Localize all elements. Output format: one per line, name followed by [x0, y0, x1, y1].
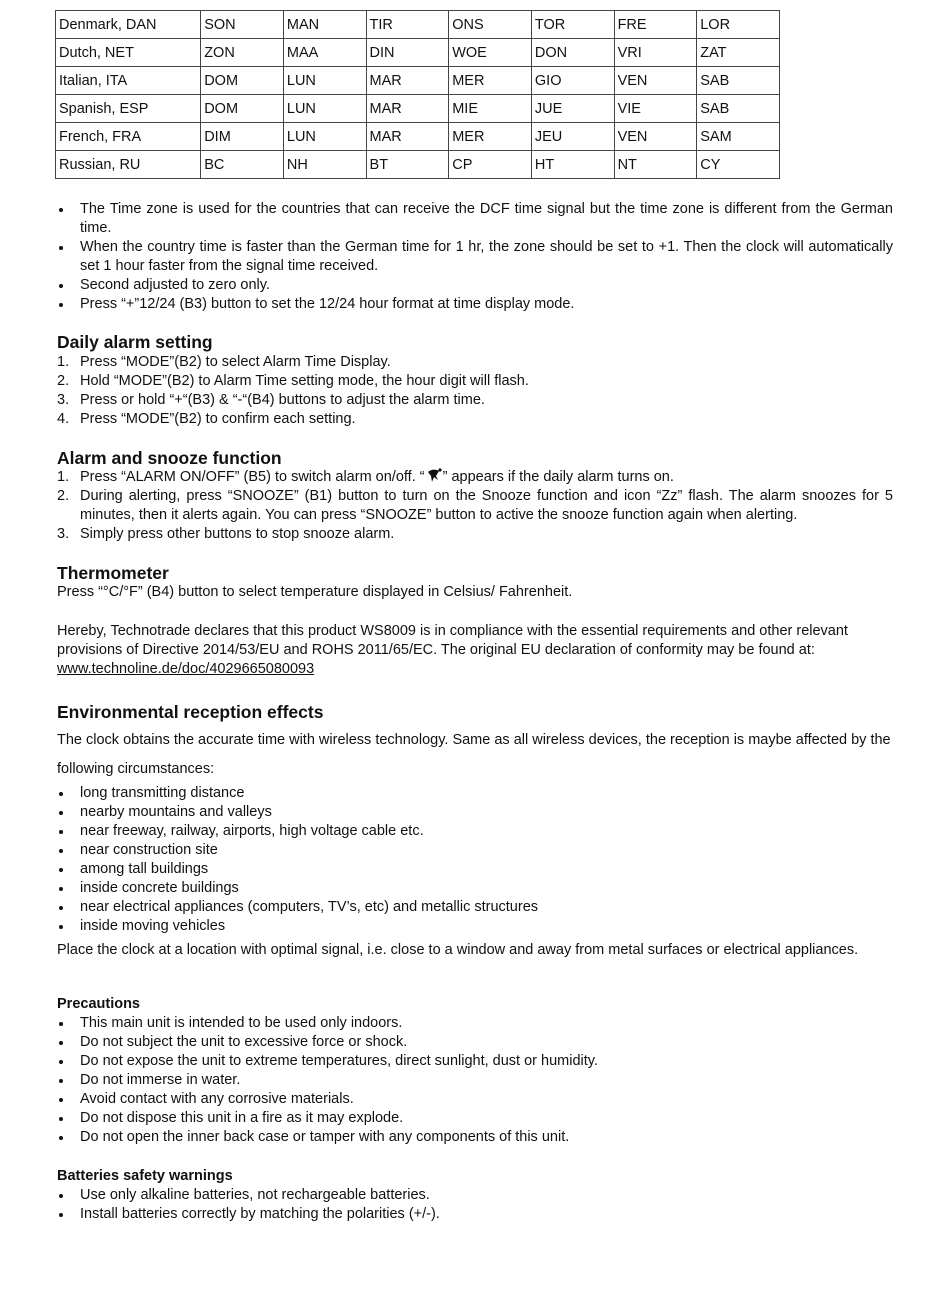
weekday-cell: MAR — [366, 67, 449, 95]
weekday-cell: MAA — [283, 39, 366, 67]
precautions-list — [57, 1014, 893, 1147]
language-cell: Russian, RU — [56, 151, 201, 179]
declaration-link[interactable]: www.technoline.de/doc/4029665080093 — [57, 661, 315, 677]
language-cell: Italian, ITA — [56, 67, 201, 95]
step-text: ” appears if the daily alarm turns on. — [442, 469, 674, 485]
weekday-cell: DON — [531, 39, 614, 67]
language-cell: Spanish, ESP — [56, 95, 201, 123]
batteries-list — [57, 1186, 893, 1224]
declaration-link-line — [57, 660, 893, 679]
weekday-cell: DOM — [201, 67, 284, 95]
weekday-cell: JEU — [531, 123, 614, 151]
weekday-cell: MAR — [366, 95, 449, 123]
weekday-cell: NH — [283, 151, 366, 179]
weekday-cell: DIM — [201, 123, 284, 151]
reception-intro-line-2: following circumstances: — [57, 761, 215, 777]
weekday-cell: CP — [449, 151, 532, 179]
list-item: long transmitting distance — [57, 784, 893, 803]
step-text: Press “MODE”(B2) to confirm each setting. — [80, 411, 356, 427]
weekday-cell: SON — [201, 11, 284, 39]
list-item: Do not expose the unit to extreme temperatures, direct sunlight, dust or humidity. — [57, 1052, 893, 1071]
list-item: near electrical appliances (computers, TV’s, etc) and metallic structures — [57, 898, 893, 917]
weekday-cell: ZAT — [697, 39, 780, 67]
weekday-cell: ONS — [449, 11, 532, 39]
table-row — [56, 151, 780, 179]
language-cell: Denmark, DAN — [56, 11, 201, 39]
list-item: Do not immerse in water. — [57, 1071, 893, 1090]
reception-outro: Place the clock at a location with optimal signal, i.e. close to a window and away from metal surfaces or electrical appliances. — [57, 942, 859, 958]
step-text: Hold “MODE”(B2) to Alarm Time setting mode, the hour digit will flash. — [80, 373, 529, 389]
alarm-snooze-steps — [57, 468, 893, 544]
daily-alarm-heading: Daily alarm setting — [57, 332, 213, 352]
thermometer-text: Press “°C/°F” (B4) button to select temperature displayed in Celsius/ Fahrenheit. — [57, 584, 573, 600]
reception-circumstances-list — [57, 784, 893, 936]
list-item: 2. Hold “MODE”(B2) to Alarm Time setting mode, the hour digit will flash. — [57, 373, 529, 389]
weekday-cell: LUN — [283, 95, 366, 123]
weekday-cell: MAR — [366, 123, 449, 151]
precautions-heading: Precautions — [57, 996, 140, 1012]
list-item: nearby mountains and valleys — [57, 803, 893, 822]
list-item: When the country time is faster than the German time for 1 hr, the zone should be set to +1. Then the clock will automatically set 1 hour faster from the signal time received. — [57, 238, 893, 276]
table-row — [56, 123, 780, 151]
weekday-cell: VIE — [614, 95, 697, 123]
weekday-cell: WOE — [449, 39, 532, 67]
table-row — [56, 11, 780, 39]
list-item: near freeway, railway, airports, high voltage cable etc. — [57, 822, 893, 841]
list-item: inside concrete buildings — [57, 879, 893, 898]
list-item: Do not dispose this unit in a fire as it may explode. — [57, 1109, 893, 1128]
weekday-cell: GIO — [531, 67, 614, 95]
reception-heading: Environmental reception effects — [57, 702, 324, 722]
weekday-language-table — [55, 10, 780, 179]
declaration-text: Hereby, Technotrade declares that this product WS8009 is in compliance with the essential requirements and other relevant provisions of Directive 2014/53/EU and ROHS 2011/65/EC. The original EU declaration of conformity may be found at: — [57, 623, 848, 658]
weekday-cell: HT — [531, 151, 614, 179]
list-item: Do not subject the unit to excessive force or shock. — [57, 1033, 893, 1052]
table-row — [56, 95, 780, 123]
list-item: near construction site — [57, 841, 893, 860]
thermometer-heading: Thermometer — [57, 563, 169, 583]
list-item: 1. Press “MODE”(B2) to select Alarm Time Display. — [57, 354, 391, 370]
step-text: During alerting, press “SNOOZE” (B1) button to turn on the Snooze function and icon “Zz” flash. The alarm snoozes for 5 minutes, then it alerts again. You can press “SNOOZE” button to active the snooze function again when alerting. — [80, 488, 893, 523]
list-item: 3. Simply press other buttons to stop snooze alarm. — [57, 526, 395, 542]
weekday-cell: BC — [201, 151, 284, 179]
list-item: among tall buildings — [57, 860, 893, 879]
weekday-cell: TOR — [531, 11, 614, 39]
weekday-cell: MIE — [449, 95, 532, 123]
step-text: Press or hold “+“(B3) & “-“(B4) buttons to adjust the alarm time. — [80, 392, 485, 408]
timezone-notes-list — [57, 200, 893, 314]
reception-intro-line-1: The clock obtains the accurate time with wireless technology. Same as all wireless devices, the reception is maybe affected by the — [57, 732, 891, 748]
batteries-heading: Batteries safety warnings — [57, 1168, 233, 1184]
list-item: Do not open the inner back case or tamper with any components of this unit. — [57, 1128, 893, 1147]
weekday-cell: CY — [697, 151, 780, 179]
list-item: The Time zone is used for the countries that can receive the DCF time signal but the time zone is different from the German time. — [57, 200, 893, 238]
weekday-cell: NT — [614, 151, 697, 179]
step-text: Simply press other buttons to stop snooze alarm. — [80, 526, 395, 542]
list-item: Avoid contact with any corrosive materials. — [57, 1090, 893, 1109]
weekday-cell: VEN — [614, 67, 697, 95]
weekday-table-body — [56, 11, 780, 179]
weekday-cell: LUN — [283, 123, 366, 151]
alarm-bell-icon — [425, 468, 443, 483]
table-row — [56, 67, 780, 95]
list-item: 1. Press “ALARM ON/OFF” (B5) to switch alarm on/off. “ ” appears if the daily alarm turns on. — [57, 469, 674, 485]
list-item: 2. During alerting, press “SNOOZE” (B1) button to turn on the Snooze function and icon “Zz” flash. The alarm snoozes for 5 minutes, then it alerts again. You can press “SNOOZE” button to active the snooze function again when alerting. — [57, 488, 893, 523]
language-cell: Dutch, NET — [56, 39, 201, 67]
step-text: Press “ALARM ON/OFF” (B5) to switch alarm on/off. “ — [80, 469, 425, 485]
weekday-cell: TIR — [366, 11, 449, 39]
step-text: Press “MODE”(B2) to select Alarm Time Display. — [80, 354, 391, 370]
weekday-cell: VEN — [614, 123, 697, 151]
weekday-cell: MER — [449, 67, 532, 95]
weekday-cell: ZON — [201, 39, 284, 67]
weekday-cell: MER — [449, 123, 532, 151]
alarm-snooze-heading: Alarm and snooze function — [57, 448, 282, 468]
weekday-cell: SAM — [697, 123, 780, 151]
weekday-cell: SAB — [697, 67, 780, 95]
weekday-cell: BT — [366, 151, 449, 179]
list-item: 3. Press or hold “+“(B3) & “-“(B4) buttons to adjust the alarm time. — [57, 392, 485, 408]
list-item: inside moving vehicles — [57, 917, 893, 936]
weekday-cell: LOR — [697, 11, 780, 39]
weekday-cell: DOM — [201, 95, 284, 123]
daily-alarm-steps — [57, 353, 893, 429]
language-cell: French, FRA — [56, 123, 201, 151]
weekday-cell: MAN — [283, 11, 366, 39]
weekday-cell: LUN — [283, 67, 366, 95]
list-item: Press “+”12/24 (B3) button to set the 12/24 hour format at time display mode. — [57, 295, 893, 314]
list-item: Second adjusted to zero only. — [57, 276, 893, 295]
list-item: 4. Press “MODE”(B2) to confirm each setting. — [57, 411, 356, 427]
weekday-cell: DIN — [366, 39, 449, 67]
weekday-cell: VRI — [614, 39, 697, 67]
table-row — [56, 39, 780, 67]
weekday-cell: JUE — [531, 95, 614, 123]
weekday-cell: SAB — [697, 95, 780, 123]
list-item: Install batteries correctly by matching the polarities (+/-). — [57, 1205, 893, 1224]
list-item: Use only alkaline batteries, not rechargeable batteries. — [57, 1186, 893, 1205]
list-item: This main unit is intended to be used only indoors. — [57, 1014, 893, 1033]
weekday-cell: FRE — [614, 11, 697, 39]
